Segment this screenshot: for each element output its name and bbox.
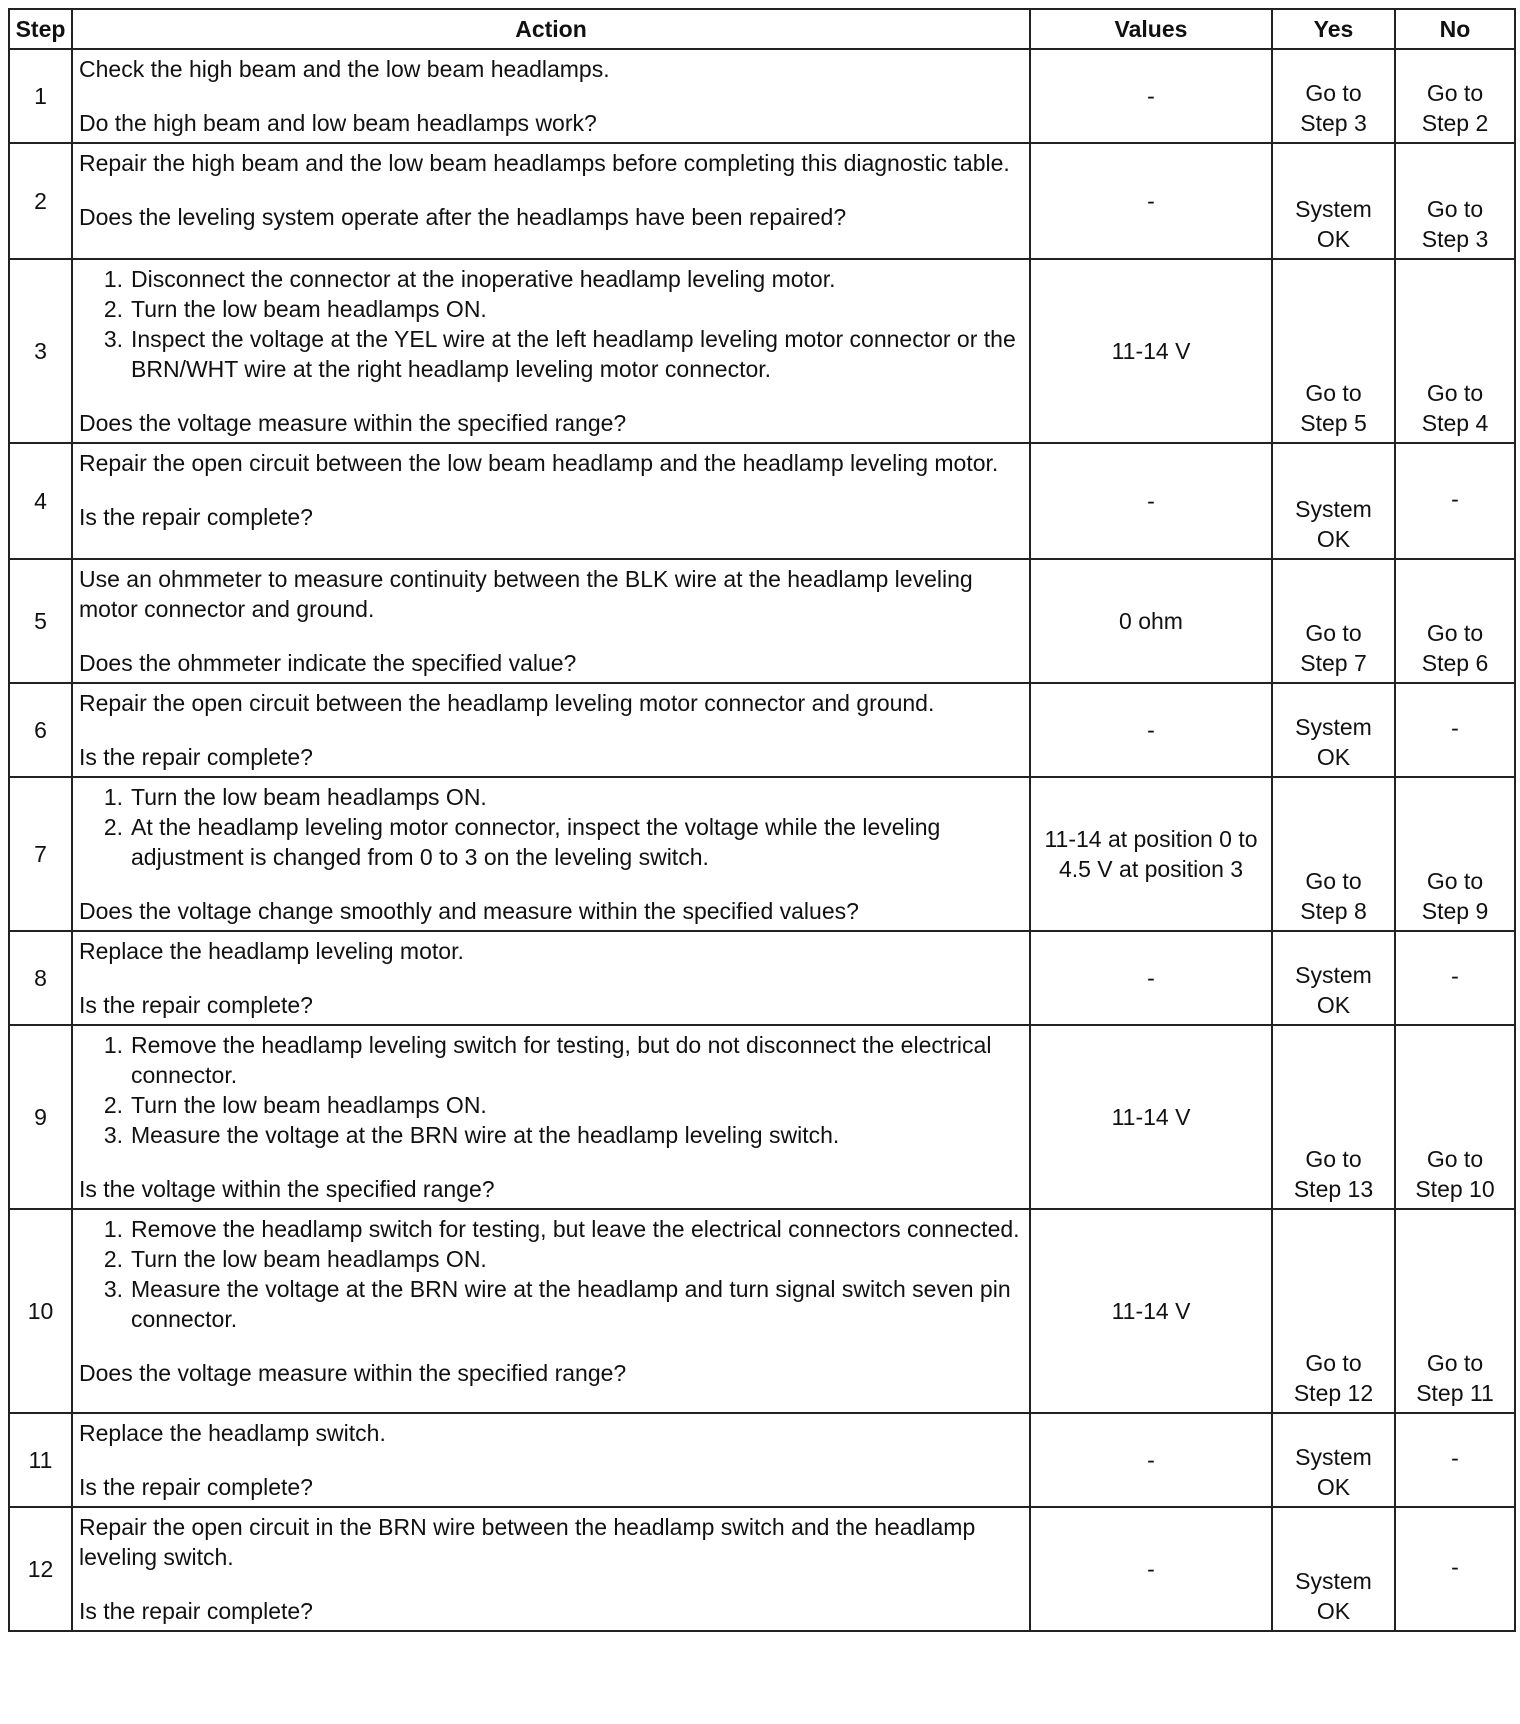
- no-result: [1395, 1025, 1515, 1209]
- instruction-text: Remove the headlamp switch for testing, but leave the electrical connectors connected.: [131, 1216, 1020, 1242]
- instruction-number: 2.: [103, 814, 123, 840]
- instruction-number: 2.: [103, 1246, 123, 1272]
- instruction-list: [79, 264, 1021, 384]
- table-row: [9, 777, 1515, 931]
- yes-result-line: Step 12: [1293, 1380, 1374, 1406]
- action-cell: [72, 259, 1030, 443]
- no-result: [1395, 777, 1515, 931]
- yes-result-line: System: [1295, 496, 1372, 522]
- action-cell: [72, 143, 1030, 259]
- instruction-text: Remove the headlamp leveling switch for testing, but do not disconnect the electrical connector.: [131, 1032, 992, 1088]
- table-row: [9, 1507, 1515, 1631]
- no-result-line: Step 9: [1421, 898, 1489, 924]
- instruction-list: [79, 782, 1021, 872]
- no-result: [1395, 143, 1515, 259]
- instruction-number: 1.: [103, 784, 123, 810]
- instruction-number: 2.: [103, 296, 123, 322]
- no-result: -: [1395, 1507, 1515, 1631]
- instruction-text: Turn the low beam headlamps ON.: [131, 784, 487, 810]
- instruction-number: 1.: [103, 1032, 123, 1058]
- header-no: No: [1395, 9, 1515, 49]
- yes-result: [1272, 1209, 1395, 1413]
- no-result-line: Step 11: [1416, 1380, 1494, 1406]
- value-cell: -: [1030, 931, 1272, 1025]
- instruction-list: [79, 1030, 1021, 1150]
- no-result: -: [1395, 683, 1515, 777]
- action-text: Replace the headlamp switch.: [79, 1420, 386, 1446]
- question-text: Is the repair complete?: [79, 1474, 313, 1500]
- step-number: 4: [9, 443, 72, 559]
- table-row: [9, 931, 1515, 1025]
- value-cell: -: [1030, 49, 1272, 143]
- yes-result-line: Go to: [1305, 1350, 1362, 1376]
- action-cell: [72, 1209, 1030, 1413]
- yes-result-line: System: [1295, 196, 1372, 222]
- yes-result-line: Step 5: [1300, 410, 1367, 436]
- yes-result: [1272, 1507, 1395, 1631]
- no-result-line: Go to: [1426, 1146, 1484, 1172]
- yes-result-line: Step 13: [1293, 1176, 1374, 1202]
- header-values: Values: [1030, 9, 1272, 49]
- instruction-number: 1.: [103, 266, 123, 292]
- instruction-item: [103, 294, 1021, 324]
- action-cell: [72, 443, 1030, 559]
- instruction-list: [79, 1214, 1021, 1334]
- instruction-item: [103, 264, 1021, 294]
- table-row: [9, 143, 1515, 259]
- yes-result: [1272, 559, 1395, 683]
- table-row: [9, 49, 1515, 143]
- header-yes: Yes: [1272, 9, 1395, 49]
- action-cell: [72, 777, 1030, 931]
- no-result-line: Go to: [1426, 80, 1484, 106]
- diagnostic-table: [8, 8, 1516, 1632]
- question-text: Is the repair complete?: [79, 504, 313, 530]
- step-number: 1: [9, 49, 72, 143]
- step-number: 5: [9, 559, 72, 683]
- step-number: 3: [9, 259, 72, 443]
- value-cell: -: [1030, 143, 1272, 259]
- no-result-line: Step 4: [1421, 410, 1489, 436]
- table-row: [9, 683, 1515, 777]
- question-text: Do the high beam and low beam headlamps work?: [79, 110, 597, 136]
- instruction-item: [103, 1120, 1021, 1150]
- yes-result-line: System: [1295, 962, 1372, 988]
- table-row: [9, 443, 1515, 559]
- action-cell: [72, 559, 1030, 683]
- yes-result-line: System: [1295, 1568, 1372, 1594]
- instruction-item: [103, 324, 1021, 384]
- value-cell: 11-14 at position 0 to 4.5 V at position 3: [1030, 777, 1272, 931]
- yes-result-line: Step 3: [1300, 110, 1367, 136]
- value-cell: 11-14 V: [1030, 259, 1272, 443]
- value-cell: -: [1030, 683, 1272, 777]
- yes-result: [1272, 443, 1395, 559]
- instruction-text: Inspect the voltage at the YEL wire at the left headlamp leveling motor connector or the BRN/WHT wire at the right headlamp leveling motor connector.: [131, 326, 1016, 382]
- instruction-text: Disconnect the connector at the inoperative headlamp leveling motor.: [131, 266, 836, 292]
- instruction-text: Measure the voltage at the BRN wire at the headlamp and turn signal switch seven pin connector.: [131, 1276, 1011, 1332]
- action-text: Repair the open circuit between the low beam headlamp and the headlamp leveling motor.: [79, 450, 999, 476]
- no-result-line: Go to: [1426, 868, 1484, 894]
- no-result-line: Go to: [1426, 620, 1484, 646]
- instruction-number: 2.: [103, 1092, 123, 1118]
- step-number: 9: [9, 1025, 72, 1209]
- question-text: Does the voltage change smoothly and measure within the specified values?: [79, 898, 859, 924]
- value-cell: -: [1030, 443, 1272, 559]
- yes-result-line: Step 8: [1300, 898, 1367, 924]
- action-cell: [72, 931, 1030, 1025]
- question-text: Does the voltage measure within the specified range?: [79, 410, 627, 436]
- yes-result-line: Step 7: [1300, 650, 1367, 676]
- step-number: 8: [9, 931, 72, 1025]
- action-text: Repair the high beam and the low beam headlamps before completing this diagnostic table.: [79, 150, 1010, 176]
- action-cell: [72, 1507, 1030, 1631]
- no-result: [1395, 1209, 1515, 1413]
- instruction-item: [103, 1030, 1021, 1090]
- instruction-text: Turn the low beam headlamps ON.: [131, 296, 487, 322]
- yes-result-line: OK: [1316, 526, 1351, 552]
- instruction-text: At the headlamp leveling motor connector, inspect the voltage while the leveling adjustment is changed from 0 to 3 on the leveling switch.: [131, 814, 941, 870]
- instruction-number: 1.: [103, 1216, 123, 1242]
- action-text: Replace the headlamp leveling motor.: [79, 938, 464, 964]
- instruction-item: [103, 782, 1021, 812]
- action-text: Use an ohmmeter to measure continuity between the BLK wire at the headlamp leveling motor connector and ground.: [79, 566, 973, 622]
- yes-result-line: OK: [1316, 226, 1351, 252]
- table-row: [9, 559, 1515, 683]
- question-text: Does the leveling system operate after the headlamps have been repaired?: [79, 204, 847, 230]
- action-text: Check the high beam and the low beam headlamps.: [79, 56, 610, 82]
- yes-result-line: Go to: [1305, 620, 1362, 646]
- no-result-line: Go to: [1426, 1350, 1484, 1376]
- yes-result: [1272, 777, 1395, 931]
- no-result: -: [1395, 931, 1515, 1025]
- instruction-number: 3.: [103, 326, 123, 352]
- header-row: [9, 9, 1515, 49]
- instruction-text: Turn the low beam headlamps ON.: [131, 1092, 487, 1118]
- no-result-line: Go to: [1426, 196, 1484, 222]
- action-cell: [72, 49, 1030, 143]
- yes-result-line: Go to: [1305, 80, 1362, 106]
- value-cell: -: [1030, 1507, 1272, 1631]
- no-result: [1395, 259, 1515, 443]
- yes-result-line: OK: [1316, 1474, 1351, 1500]
- table-row: [9, 1025, 1515, 1209]
- action-text: Repair the open circuit between the headlamp leveling motor connector and ground.: [79, 690, 935, 716]
- step-number: 12: [9, 1507, 72, 1631]
- action-cell: [72, 1025, 1030, 1209]
- question-text: Does the voltage measure within the specified range?: [79, 1360, 627, 1386]
- question-text: Does the ohmmeter indicate the specified value?: [79, 650, 577, 676]
- question-text: Is the repair complete?: [79, 1598, 313, 1624]
- table-row: [9, 1413, 1515, 1507]
- no-result: [1395, 49, 1515, 143]
- table-row: [9, 259, 1515, 443]
- question-text: Is the repair complete?: [79, 992, 313, 1018]
- instruction-text: Measure the voltage at the BRN wire at the headlamp leveling switch.: [131, 1122, 840, 1148]
- yes-result: [1272, 259, 1395, 443]
- value-cell: 0 ohm: [1030, 559, 1272, 683]
- instruction-item: [103, 1214, 1021, 1244]
- yes-result: [1272, 49, 1395, 143]
- no-result: [1395, 559, 1515, 683]
- action-text: Repair the open circuit in the BRN wire between the headlamp switch and the headlamp leveling switch.: [79, 1514, 976, 1570]
- step-number: 11: [9, 1413, 72, 1507]
- no-result: -: [1395, 1413, 1515, 1507]
- no-result-line: Step 2: [1421, 110, 1489, 136]
- step-number: 2: [9, 143, 72, 259]
- instruction-text: Turn the low beam headlamps ON.: [131, 1246, 487, 1272]
- yes-result-line: OK: [1316, 1598, 1351, 1624]
- yes-result-line: OK: [1316, 992, 1351, 1018]
- no-result-line: Step 3: [1421, 226, 1489, 252]
- instruction-item: [103, 1274, 1021, 1334]
- yes-result: [1272, 143, 1395, 259]
- step-number: 6: [9, 683, 72, 777]
- instruction-number: 3.: [103, 1122, 123, 1148]
- table-row: [9, 1209, 1515, 1413]
- table-body: [9, 49, 1515, 1631]
- no-result-line: Step 6: [1421, 650, 1489, 676]
- no-result-line: Go to: [1426, 380, 1484, 406]
- yes-result-line: System: [1295, 714, 1372, 740]
- yes-result: [1272, 1413, 1395, 1507]
- step-number: 7: [9, 777, 72, 931]
- step-number: 10: [9, 1209, 72, 1413]
- yes-result-line: Go to: [1305, 868, 1362, 894]
- yes-result: [1272, 683, 1395, 777]
- question-text: Is the repair complete?: [79, 744, 313, 770]
- no-result: -: [1395, 443, 1515, 559]
- yes-result-line: System: [1295, 1444, 1372, 1470]
- question-text: Is the voltage within the specified range?: [79, 1176, 495, 1202]
- yes-result: [1272, 1025, 1395, 1209]
- action-cell: [72, 1413, 1030, 1507]
- value-cell: 11-14 V: [1030, 1209, 1272, 1413]
- action-cell: [72, 683, 1030, 777]
- instruction-item: [103, 812, 1021, 872]
- no-result-line: Step 10: [1415, 1176, 1495, 1202]
- header-step: Step: [9, 9, 72, 49]
- value-cell: 11-14 V: [1030, 1025, 1272, 1209]
- yes-result-line: OK: [1316, 744, 1351, 770]
- value-cell: -: [1030, 1413, 1272, 1507]
- instruction-number: 3.: [103, 1276, 123, 1302]
- yes-result: [1272, 931, 1395, 1025]
- yes-result-line: Go to: [1305, 380, 1362, 406]
- header-action: Action: [72, 9, 1030, 49]
- instruction-item: [103, 1090, 1021, 1120]
- yes-result-line: Go to: [1305, 1146, 1362, 1172]
- instruction-item: [103, 1244, 1021, 1274]
